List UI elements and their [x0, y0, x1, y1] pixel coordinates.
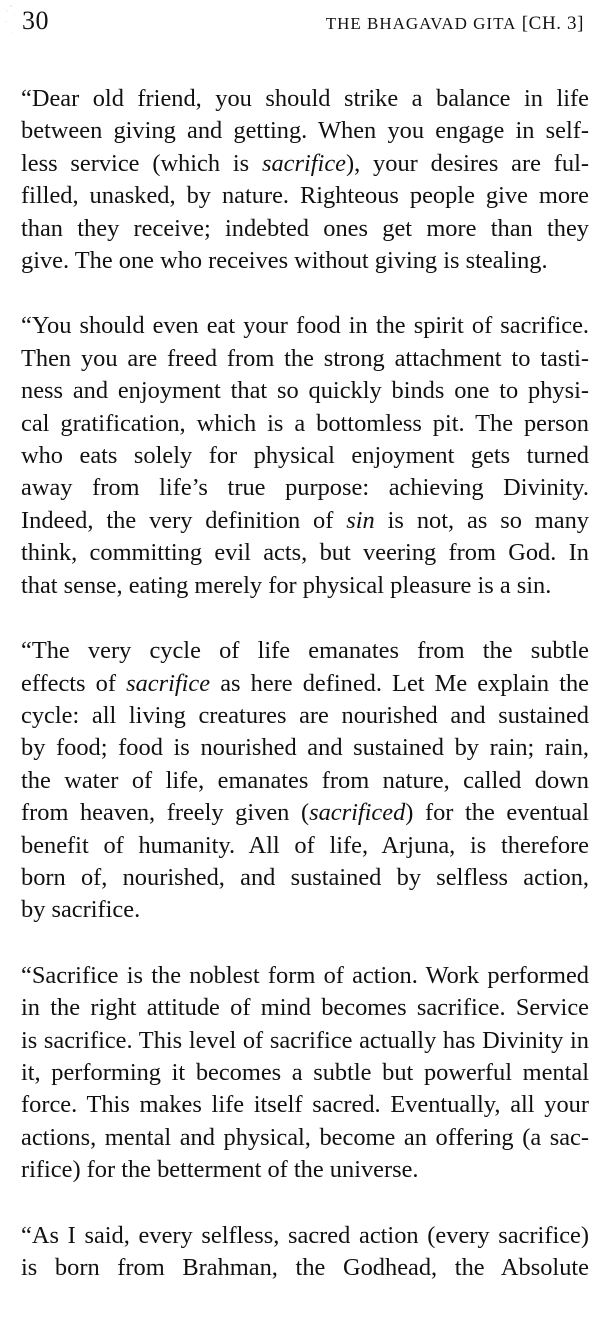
- text-line: cal gratification, which is a bottomless pit. The person: [21, 409, 589, 437]
- text-line: “Dear old friend, you should strike a balance in life: [21, 85, 589, 112]
- text-line: is sacrifice. This level of sacrifice actually has Divinity in: [21, 1026, 589, 1054]
- text-line: give. The one who receives without giving is stealing.: [21, 247, 548, 275]
- italic-term: sacrifice: [126, 669, 211, 697]
- text-line: who eats solely for physical enjoyment gets turned: [21, 442, 589, 470]
- text-line: “The very cycle of life emanates from the subtle: [21, 637, 589, 665]
- paragraph: [21, 310, 589, 602]
- italic-term: sacrifice: [262, 149, 346, 177]
- body-text: [21, 83, 589, 1317]
- text-line: force. This makes life itself sacred. Eventually, all your: [21, 1091, 589, 1119]
- paragraph: [21, 83, 589, 277]
- text-line: effects of sacrifice as here defined. Let Me explain the: [21, 669, 589, 697]
- text-line: that sense, eating merely for physical pleasure is a sin.: [21, 571, 552, 599]
- text-line: benefit of humanity. All of life, Arjuna, is therefore: [21, 831, 589, 859]
- text-line: by food; food is nourished and sustained by rain; rain,: [21, 734, 589, 762]
- text-line: “As I said, every selfless, sacred action (every sacrifice): [21, 1221, 589, 1249]
- paper-speck-decoration: [2, 2, 20, 42]
- paragraph: [21, 635, 589, 927]
- text-line: Then you are freed from the strong attachment to tasti-: [21, 344, 589, 372]
- text-line: less service (which is sacrifice), your desires are ful-: [21, 149, 589, 177]
- text-line: the water of life, emanates from nature, called down: [21, 766, 589, 794]
- page-number: 30: [22, 6, 49, 35]
- text-line: filled, unasked, by nature. Righteous people give more: [21, 182, 589, 210]
- text-line: between giving and getting. When you engage in self-: [21, 117, 589, 145]
- text-line: “Sacrifice is the noblest form of action. Work performed: [21, 961, 589, 989]
- text-line: away from life’s true purpose: achieving Divinity.: [21, 474, 589, 502]
- italic-term: sin: [346, 506, 375, 534]
- text-line: ness and enjoyment that so quickly binds one to physi-: [21, 377, 589, 405]
- text-line: actions, mental and physical, become an offering (a sac-: [21, 1123, 589, 1151]
- text-line: from heaven, freely given (sacrificed) for the eventual: [21, 799, 589, 827]
- text-line: think, committing evil acts, but veering from God. In: [21, 539, 589, 567]
- text-line: cycle: all living creatures are nourished and sustained: [21, 701, 589, 729]
- text-line: by sacrifice.: [21, 896, 141, 924]
- running-title: [326, 13, 584, 35]
- italic-term: sacrificed: [309, 799, 406, 827]
- text-line: Indeed, the very definition of sin is not, as so many: [21, 506, 589, 534]
- text-line: rifice) for the betterment of the universe.: [21, 1156, 419, 1184]
- text-line: born of, nourished, and sustained by selfless action,: [21, 863, 589, 891]
- book-title: THE BHAGAVAD GITA: [325, 14, 517, 33]
- paragraph: [21, 1220, 589, 1285]
- paragraph: [21, 960, 589, 1187]
- text-line: it, performing it becomes a subtle but powerful mental: [21, 1058, 589, 1086]
- text-line: than they receive; indebted ones get more than they: [21, 214, 589, 242]
- text-line: is born from Brahman, the Godhead, the Absolute: [21, 1254, 589, 1281]
- running-header: [22, 6, 584, 42]
- text-line: in the right attitude of mind becomes sacrifice. Service: [21, 994, 589, 1022]
- text-line: “You should even eat your food in the spirit of sacrifice.: [21, 312, 589, 340]
- chapter-label: [CH. 3]: [521, 13, 584, 34]
